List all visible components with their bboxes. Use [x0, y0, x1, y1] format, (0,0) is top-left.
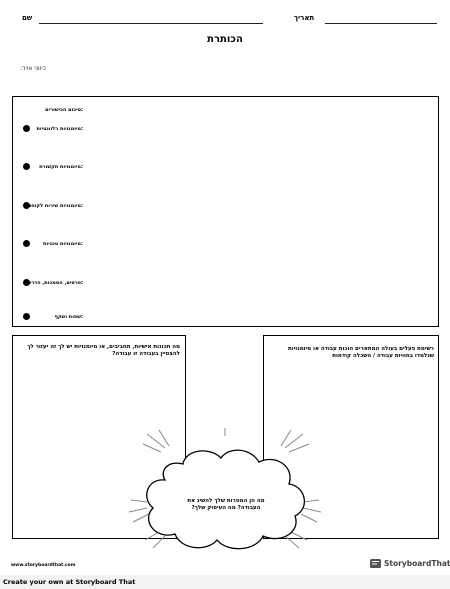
action-verbs-question: רשימת פעלים בעולה המתארים הוכות עבודה או מיומנויות שנלמדו בחוויות עבודה / השכלה קודמות	[288, 346, 434, 360]
storyboard-logo-icon	[370, 558, 382, 569]
bullet-icon	[23, 313, 30, 320]
skill-item: :מיומנויות שירות לקוחות	[26, 203, 83, 209]
skill-item: :מיומנויות תקשורת	[39, 164, 83, 170]
name-label: שם	[22, 14, 33, 22]
skill-item: :פרסים, הסמכות, הדרכה	[25, 280, 83, 286]
skills-heading: :סיכום הכישורים	[45, 107, 83, 113]
personal-traits-question: מה תכונות אישיות, תחביבים, או מיומנויות יש לך זה יעזור לך להצטיין בעבודה זו עבודה?	[27, 344, 180, 358]
goals-question: מה הן המטרות שלך להשיג את העבודה? מה העיסוק שלך?	[187, 498, 265, 512]
skill-item: :מיומנויות רלוונטיות	[36, 126, 83, 132]
create-your-own-link[interactable]: Create your own at Storyboard That	[3, 578, 136, 586]
bullet-icon	[23, 163, 30, 170]
date-label: תאריך	[294, 14, 315, 22]
thought-cloud[interactable]	[125, 428, 325, 556]
storyboard-url[interactable]: www.storyboardthat.com	[11, 563, 76, 568]
bullet-icon	[23, 240, 30, 247]
page-title: הכותרת	[207, 34, 243, 45]
storyboardthat-logo	[370, 558, 450, 570]
skill-item: :שפות ושקף	[54, 314, 83, 320]
caption: :כיווני אויר	[20, 65, 46, 72]
logo-text: StoryboardThat	[384, 559, 450, 568]
skill-item: :מיומנויות טכניות	[43, 241, 83, 247]
name-input-line[interactable]	[39, 23, 263, 24]
bullet-icon	[23, 125, 30, 132]
date-input-line[interactable]	[325, 23, 437, 24]
